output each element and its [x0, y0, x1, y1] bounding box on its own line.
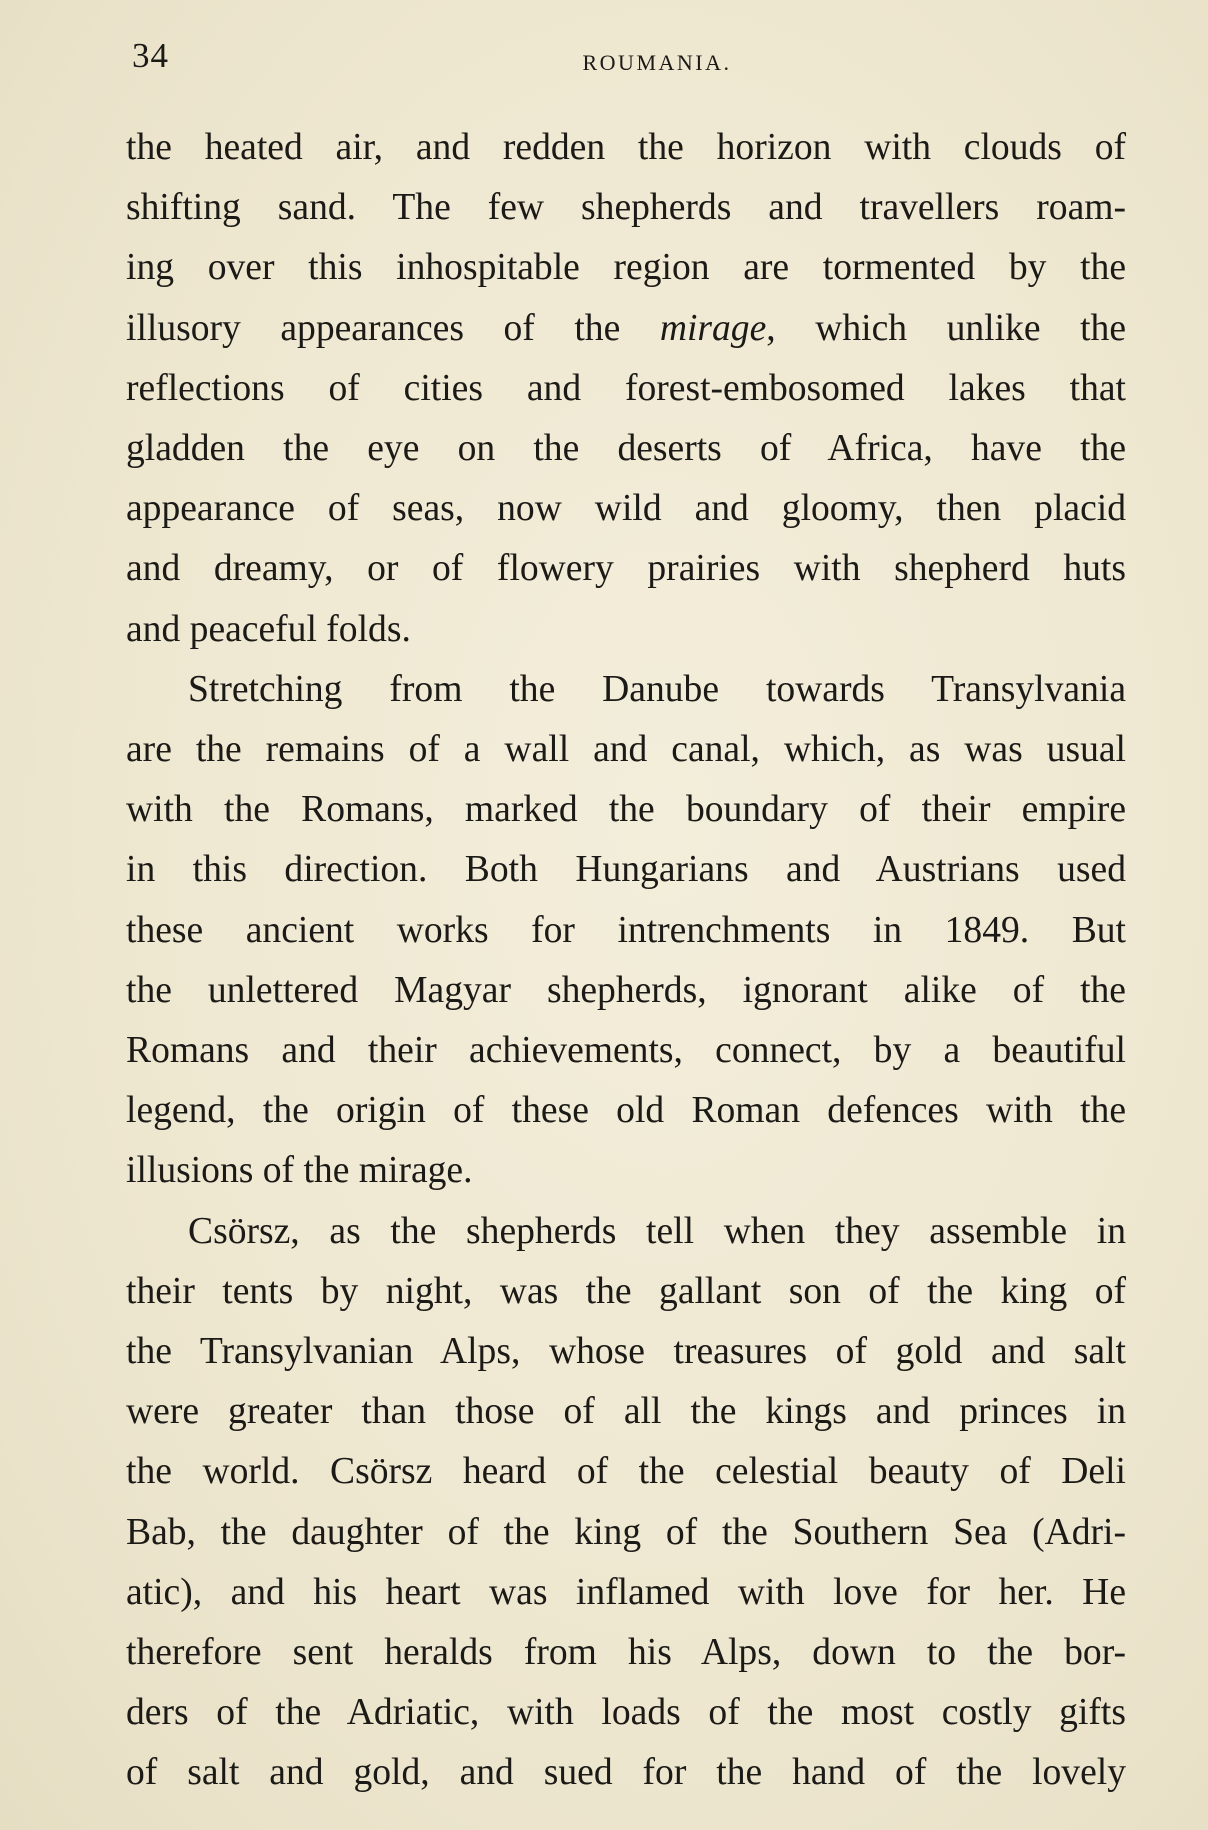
page-header	[132, 28, 1122, 108]
text-line: Csörsz, as the shepherds tell when they assemble in	[188, 1210, 1126, 1252]
text-line: Stretching from the Danube towards Transylvania	[188, 668, 1126, 710]
running-head: ROUMANIA.	[582, 50, 732, 75]
text-line: were greater than those of all the kings and princes in	[126, 1391, 1126, 1433]
text-line: their tents by night, was the gallant son of the king of	[126, 1270, 1126, 1312]
text-line: the unlettered Magyar shepherds, ignorant alike of the	[126, 969, 1126, 1011]
text-line: of salt and gold, and sued for the hand of the lovely	[126, 1752, 1126, 1794]
text-segment: , which unlike the	[766, 307, 1126, 349]
text-line: legend, the origin of these old Roman defences with the	[126, 1090, 1126, 1132]
text-line: with the Romans, marked the boundary of their empire	[126, 789, 1126, 831]
text-segment: illusory appearances of the	[126, 307, 660, 349]
text-line: appearance of seas, now wild and gloomy, then placid	[126, 488, 1126, 530]
text-line: shifting sand. The few shepherds and travellers roam-	[126, 187, 1126, 229]
page-number: 34	[132, 36, 169, 75]
text-line: and dreamy, or of flowery prairies with shepherd huts	[126, 548, 1126, 590]
text-line: and peaceful folds.	[126, 608, 411, 650]
text-line: reflections of cities and forest-embosomed lakes that	[126, 367, 1126, 409]
text-line: are the remains of a wall and canal, which, as was usual	[126, 729, 1126, 771]
italic-word: mirage	[659, 307, 767, 349]
text-line: ing over this inhospitable region are tormented by the	[126, 247, 1126, 289]
text-line: therefore sent heralds from his Alps, down to the bor-	[126, 1632, 1126, 1674]
text-line: gladden the eye on the deserts of Africa, have the	[126, 428, 1126, 470]
text-line: the Transylvanian Alps, whose treasures of gold and salt	[126, 1331, 1126, 1373]
text-line: atic), and his heart was inflamed with love for her. He	[126, 1571, 1126, 1613]
body-text	[126, 118, 1126, 1804]
text-line: the heated air, and redden the horizon with clouds of	[126, 127, 1126, 168]
text-line: illusions of the mirage.	[126, 1150, 473, 1192]
text-line	[126, 299, 1126, 359]
text-line: Bab, the daughter of the king of the Southern Sea (Adri-	[126, 1511, 1126, 1553]
text-line: these ancient works for intrenchments in 1849. But	[126, 909, 1126, 951]
text-line: in this direction. Both Hungarians and Austrians used	[126, 849, 1126, 891]
text-line: Romans and their achievements, connect, by a beautiful	[126, 1030, 1126, 1072]
text-line: ders of the Adriatic, with loads of the most costly gifts	[126, 1692, 1126, 1734]
text-line: the world. Csörsz heard of the celestial beauty of Deli	[126, 1451, 1126, 1493]
